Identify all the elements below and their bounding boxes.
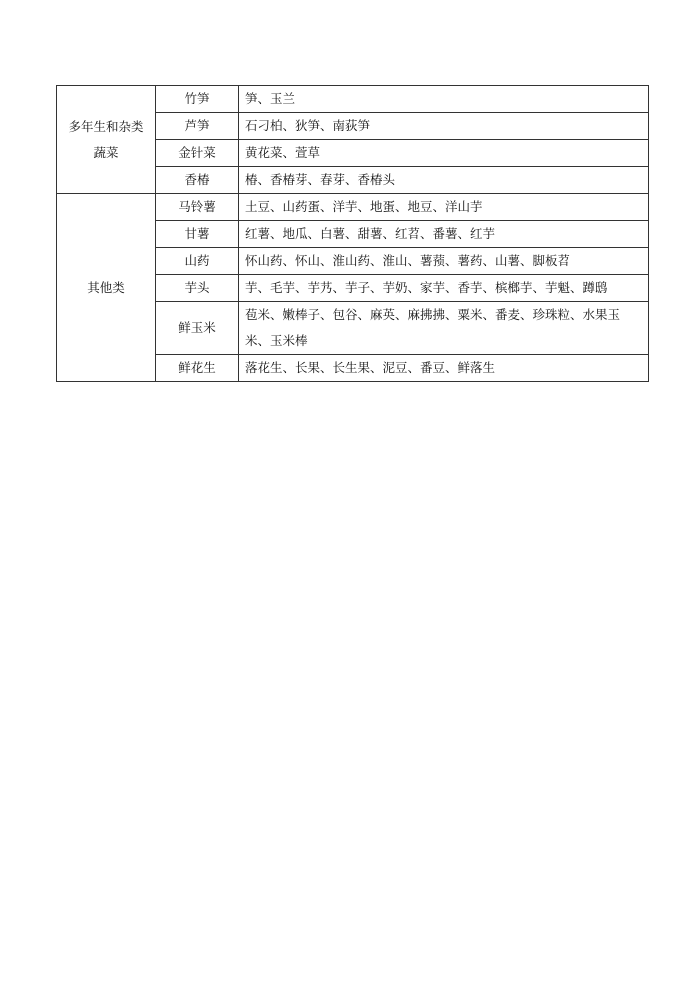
category-label-line: 蔬菜 (93, 144, 119, 160)
vegetable-name: 马铃薯 (156, 194, 239, 221)
vegetable-aliases: 土豆、山药蛋、洋芋、地蛋、地豆、洋山芋 (239, 194, 649, 221)
vegetable-aliases: 红薯、地瓜、白薯、甜薯、红苕、番薯、红芋 (239, 221, 649, 248)
vegetable-aliases: 黄花菜、萱草 (239, 140, 649, 167)
table-row (57, 194, 649, 221)
vegetable-name: 芋头 (156, 275, 239, 302)
vegetable-aliases: 芋、毛芋、芋艿、芋子、芋奶、家芋、香芋、槟榔芋、芋魁、蹲鸱 (239, 275, 649, 302)
vegetable-name: 竹笋 (156, 86, 239, 113)
vegetable-aliases: 石刁柏、狄笋、南荻笋 (239, 113, 649, 140)
vegetable-name: 芦笋 (156, 113, 239, 140)
vegetable-aliases: 笋、玉兰 (239, 86, 649, 113)
vegetable-aliases: 椿、香椿芽、春芽、香椿头 (239, 167, 649, 194)
vegetable-name: 鲜玉米 (156, 302, 239, 355)
vegetable-name: 山药 (156, 248, 239, 275)
category-cell (57, 86, 156, 194)
vegetable-alias-table (56, 85, 649, 382)
table-row (57, 86, 649, 113)
vegetable-aliases: 怀山药、怀山、淮山药、淮山、薯蓣、薯药、山薯、脚板苕 (239, 248, 649, 275)
vegetable-name: 鲜花生 (156, 355, 239, 382)
vegetable-name: 香椿 (156, 167, 239, 194)
category-label-line: 其他类 (87, 279, 125, 295)
vegetable-aliases: 落花生、长果、长生果、泥豆、番豆、鲜落生 (239, 355, 649, 382)
vegetable-name: 甘薯 (156, 221, 239, 248)
category-cell (57, 194, 156, 382)
vegetable-name: 金针菜 (156, 140, 239, 167)
vegetable-aliases: 苞米、嫩棒子、包谷、麻英、麻拂拂、粟米、番麦、珍珠粒、水果玉米、玉米棒 (239, 302, 649, 355)
category-label-line: 多年生和杂类 (68, 118, 144, 134)
